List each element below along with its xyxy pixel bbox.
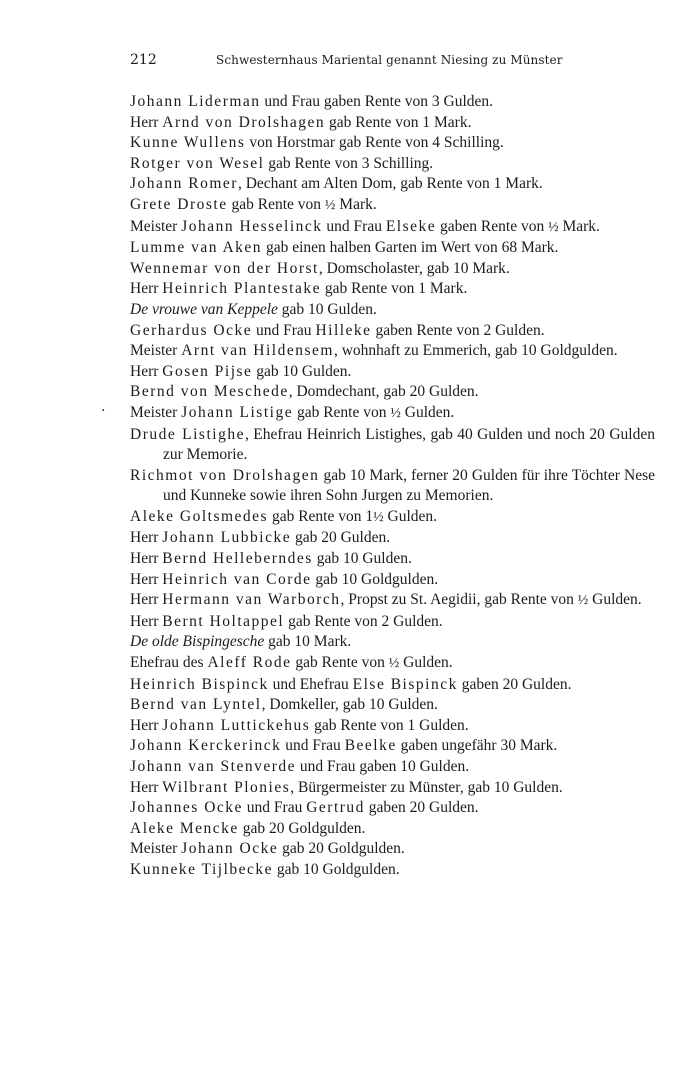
donation-list	[130, 92, 655, 881]
page-header	[130, 52, 655, 72]
entry-rode: Ehefrau des Aleff Rode gab Rente von ½ Gulden.	[130, 654, 453, 672]
entry-lubbicke: Herr Johann Lubbicke gab 20 Gulden.	[130, 529, 391, 547]
entry-luttickehus: Herr Johann Luttickehus gab Rente von 1 Gulden.	[130, 716, 469, 734]
margin-mark: ·	[101, 403, 106, 419]
entry-horst: Wennemar von der Horst, Domscholaster, gab 10 Mark.	[130, 259, 510, 277]
entry-hesselinck: Meister Johann Hesselinck und Frau Elseke gaben Rente von ½ Mark.	[130, 217, 600, 235]
entry-plantestake: Herr Heinrich Plantestake gab Rente von 1 Mark.	[130, 280, 468, 298]
entry-drolshagen-richmot: Richmot von Drolshagen gab 10 Mark, ferner 20 Gulden für ihre Töchter Nese und Kunneke sowie ihren Sohn Jurgen zu Memorien.	[130, 466, 655, 505]
entry-stenverde: Johann van Stenverde und Frau gaben 10 Gulden.	[130, 758, 470, 775]
entry-wesel: Rotger von Wesel gab Rente von 3 Schilling.	[130, 154, 434, 172]
entry-corde: Herr Heinrich van Corde gab 10 Goldgulden.	[130, 570, 439, 588]
entry-goltsmedes: Aleke Goltsmedes gab Rente von 1½ Gulden.	[130, 507, 438, 525]
entry-keppele: De vrouwe van Keppele gab 10 Gulden.	[130, 300, 377, 318]
entry-ocke-johann: Meister Johann Ocke gab 20 Goldgulden.	[130, 840, 405, 858]
entry-tijlbecke: Kunneke Tijlbecke gab 10 Goldgulden.	[130, 860, 400, 878]
page-number: 212	[130, 52, 157, 68]
entry-mencke: Aleke Mencke gab 20 Goldgulden.	[130, 819, 366, 837]
entry-kerckerinck: Johann Kerckerinck und Frau Beelke gaben ungefähr 30 Mark.	[130, 737, 558, 755]
entry-listighe-drude: Drude Listighe, Ehefrau Heinrich Listighes, gab 40 Gulden und noch 20 Gulden zur Memorie.	[130, 425, 655, 464]
entry-ocke-johannes: Johannes Ocke und Frau Gertrud gaben 20 Gulden.	[130, 799, 479, 817]
entry-droste: Grete Droste gab Rente von ½ Mark.	[130, 195, 377, 213]
entry-helleberndes: Herr Bernd Helleberndes gab 10 Gulden.	[130, 550, 412, 568]
entry-liderman: Johann Liderman und Frau gaben Rente von 3 Gulden.	[130, 93, 494, 110]
entry-hildensem: Meister Arnt van Hildensem, wohnhaft zu Emmerich, gab 10 Goldgulden.	[130, 342, 618, 360]
entry-wullens: Kunne Wullens von Horstmar gab Rente von 4 Schilling.	[130, 134, 504, 152]
entry-lyntel: Bernd van Lyntel, Domkeller, gab 10 Gulden.	[130, 696, 438, 714]
entry-meschede: Bernd von Meschede, Domdechant, gab 20 Gulden.	[130, 383, 479, 401]
entry-listige-johann: Meister Johann Listige gab Rente von ½ Gulden.	[130, 403, 455, 421]
entry-ocke-gerhardus: Gerhardus Ocke und Frau Hilleke gaben Rente von 2 Gulden.	[130, 321, 545, 339]
entry-warborch: Herr Hermann van Warborch, Propst zu St. Aegidii, gab Rente von ½ Gulden.	[130, 591, 642, 609]
entry-romer: Johann Romer, Dechant am Alten Dom, gab Rente von 1 Mark.	[130, 175, 543, 193]
entry-pijse: Herr Gosen Pijse gab 10 Gulden.	[130, 362, 352, 380]
entry-holtappel: Herr Bernt Holtappel gab Rente von 2 Gulden.	[130, 612, 443, 630]
entry-drolshagen-arnd: Herr Arnd von Drolshagen gab Rente von 1 Mark.	[130, 113, 472, 131]
entry-aken: Lumme van Aken gab einen halben Garten im Wert von 68 Mark.	[130, 239, 559, 257]
entry-bispinck: Heinrich Bispinck und Ehefrau Else Bispinck gaben 20 Gulden.	[130, 675, 572, 693]
running-title: Schwesternhaus Mariental genannt Niesing zu Münster	[216, 53, 563, 67]
entry-bispingesche: De olde Bispingesche gab 10 Mark.	[130, 633, 352, 651]
entry-plonies: Herr Wilbrant Plonies, Bürgermeister zu Münster, gab 10 Gulden.	[130, 778, 563, 796]
